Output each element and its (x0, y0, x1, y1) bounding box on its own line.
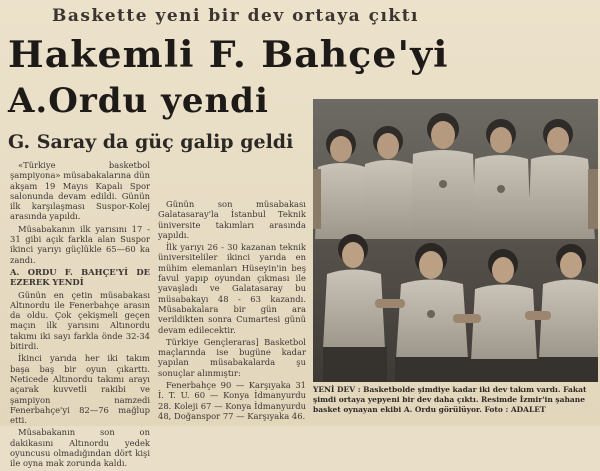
article-column-2 (158, 199, 306, 423)
photo-caption (313, 385, 598, 415)
headline-line-2: A.Ordu yendi (8, 81, 269, 121)
headline-line-1: Hakemli F. Bahçe'yi (8, 34, 449, 76)
caption-label: YENİ DEV : (313, 385, 361, 394)
paragraph: «Türkiye basketbol şampiyona» müsabakalarına dün akşam 19 Mayıs Kapalı Spor salonunda devam edildi. Günün ilk karşılaşması Suspor-Kolej arasında yapıldı. (10, 160, 150, 222)
paragraph: Müsabakanın son on dakikasını Altınordu yedek oyuncusu olmadığından dört kişi ile oyna mak zorunda kaldı. (10, 427, 150, 469)
article-kicker: Baskette yeni bir dev ortaya çıktı (52, 6, 420, 26)
paragraph: Müsabakanın ilk yarısını 17 - 31 gibi açık farkla alan Suspor ikinci yarıyı güçlükle 65—60 ka zandı. (10, 223, 150, 265)
paragraph: Günün son müsabakası Galatasaray'la İstanbul Teknik üniversite takımları arasında yapıldı. (158, 199, 306, 240)
results-paragraph: Fenerbahçe 90 — Karşıyaka 31 İ. T. U. 60 — Konya İdmanyurdu 28. Koleji 67 — Konya İdmanyurdu 48, Doğanspor 77 — Karşıyaka 46. (158, 380, 306, 421)
paragraph: İkinci yarıda her iki takım başa baş bir oyun çıkarttı. Neticede Altınordu takımı arayı açarak kuvvetli rakibi ve şampiyon namzedi Fenerbahçe'yi 82—76 mağlup etti. (10, 353, 150, 426)
paragraph: Günün en çetin müsabakası Altınordu ile Fenerbahçe arasın da oldu. Çok çekişmeli geçen maçın ilk yarısını Altınordu takımı iki sayı farkla önde 32-34 bitirdi. (10, 289, 150, 352)
paragraph: Türkiye Gençleraras] Basketbol maçlarında ise bugüne kadar yapılan müsabakalarda şu sonuçlar alınmıştır: (158, 336, 306, 378)
team-photo-image (313, 99, 598, 382)
caption-text: Basketbolde şimdiye kadar iki dev takım vardı. Fakat şimdi ortaya yepyeni bir dev daha çıktı. Resimde İzmir'in şahane basket oynayan ekibi A. Ordu görülüyor. Foto : ADALET (313, 385, 587, 414)
subheadline: G. Saray da güç galip geldi (8, 131, 294, 153)
section-subheading: A. ORDU F. BAHÇE'Yİ DE EZEREK YENDİ (10, 266, 150, 288)
team-photo (313, 99, 598, 382)
article-column-1 (10, 160, 150, 471)
paragraph: İlk yarıyı 26 - 30 kazanan teknik üniversiteliler ikinci yarıda en mühim elemanları Hüseyin'in beş favul yapıp oyundan çıkması ile yavaşladı ve Galatasaray bu müsabakayı 48 - 63 kazandı. Müsabakalara bir gün ara verildikten sonra Cumartesi günü devam edilecektir. (158, 242, 306, 335)
